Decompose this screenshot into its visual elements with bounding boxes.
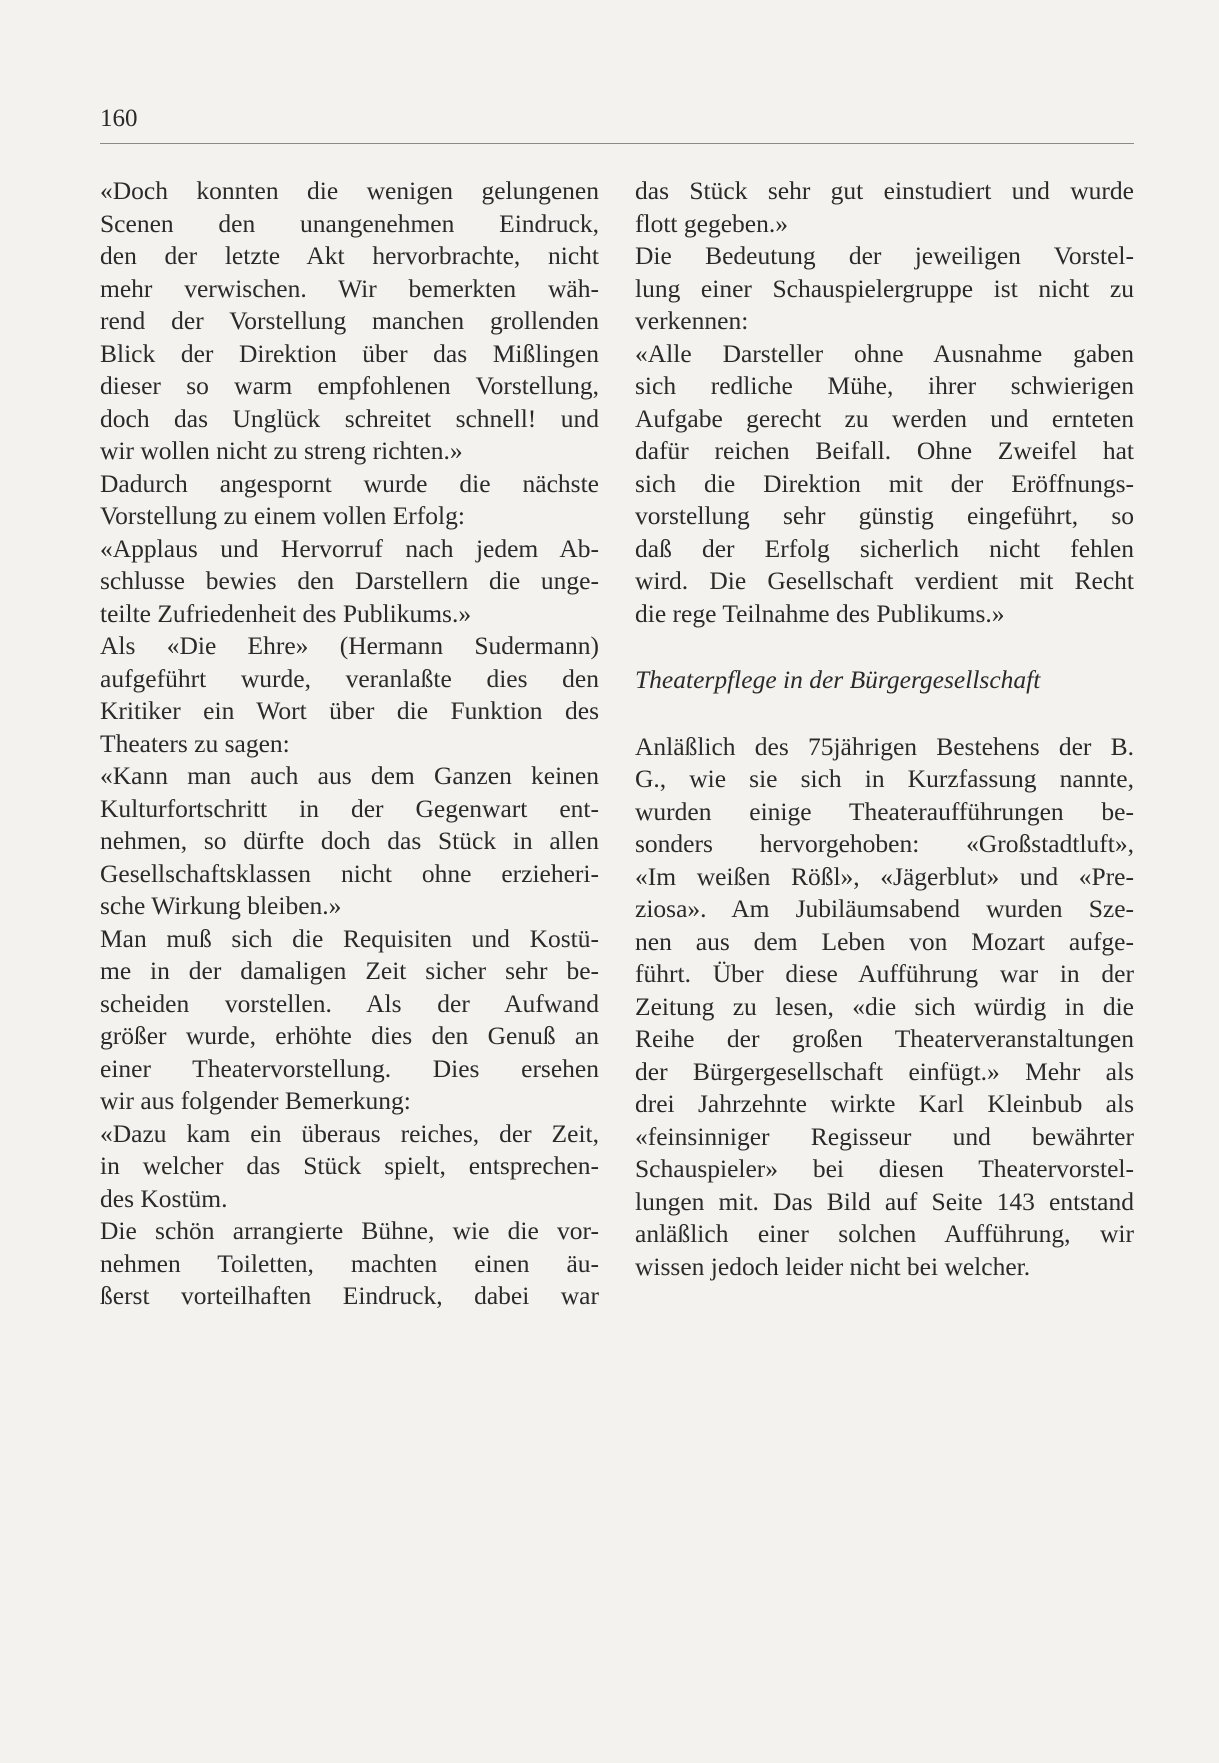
text-line: einer Theatervorstellung. Dies ersehen	[100, 1053, 599, 1083]
text-line: den der letzte Akt hervorbrachte, nicht	[100, 241, 599, 270]
text-line: sich redliche Mühe, ihrer schwierigen	[635, 371, 1134, 400]
text-line: Dadurch angespornt wurde die nächste	[100, 468, 599, 498]
text-line: dafür reichen Beifall. Ohne Zweifel hat	[635, 436, 1134, 465]
text-line: Als «Die Ehre» (Hermann Sudermann)	[100, 631, 599, 660]
text-line: Aufgabe gerecht zu werden und ernteten	[635, 403, 1134, 433]
text-line: Kritiker ein Wort über die Funktion des	[100, 696, 599, 725]
text-line: Schauspieler» bei diesen Theatervorstel-	[635, 1154, 1134, 1183]
text-line: Vorstellung zu einem vollen Erfolg:	[100, 501, 465, 530]
text-line: «Im weißen Rößl», «Jägerblut» und «Pre-	[635, 861, 1134, 891]
text-line: sche Wirkung bleiben.»	[100, 891, 342, 920]
text-line: des Kostüm.	[100, 1183, 228, 1213]
text-line: «Alle Darsteller ohne Ausnahme gaben	[635, 338, 1134, 368]
text-line: Man muß sich die Requisiten und Kostü-	[100, 923, 599, 953]
text-line: Kulturfortschritt in der Gegenwart ent-	[100, 793, 599, 823]
text-line: lung einer Schauspielergruppe ist nicht zu	[635, 273, 1134, 303]
text-line: Reihe der großen Theaterveranstaltungen	[635, 1024, 1134, 1053]
text-line: Die schön arrangierte Bühne, wie die vor-	[100, 1216, 599, 1245]
text-line: verkennen:	[635, 306, 749, 335]
text-line: me in der damaligen Zeit sicher sehr be-	[100, 956, 599, 985]
text-line: daß der Erfolg sicherlich nicht fehlen	[635, 533, 1134, 563]
text-line: nehmen, so dürfte doch das Stück in allen	[100, 826, 599, 855]
text-line: «Kann man auch aus dem Ganzen keinen	[100, 761, 599, 790]
text-line: Die Bedeutung der jeweiligen Vorstel-	[635, 241, 1134, 270]
text-line: nehmen Toiletten, machten einen äu-	[100, 1248, 599, 1278]
right-column-top-text	[635, 175, 1134, 630]
text-line: wir wollen nicht zu streng richten.»	[100, 436, 463, 465]
text-line: wissen jedoch leider nicht bei welcher.	[635, 1251, 1031, 1281]
text-line: nen aus dem Leben von Mozart aufge-	[635, 926, 1134, 956]
text-line: «feinsinniger Regisseur und bewährter	[635, 1121, 1134, 1151]
text-line: flott gegeben.»	[635, 208, 788, 238]
text-line: dieser so warm empfohlenen Vorstellung,	[100, 371, 599, 400]
text-line: Theaters zu sagen:	[100, 728, 290, 758]
text-line: die rege Teilnahme des Publikums.»	[635, 598, 1005, 628]
text-line: anläßlich einer solchen Aufführung, wir	[635, 1219, 1134, 1248]
text-line: wir aus folgender Bemerkung:	[100, 1086, 411, 1115]
text-line: Zeitung zu lesen, «die sich würdig in die	[635, 991, 1134, 1021]
text-line: vorstellung sehr günstig eingeführt, so	[635, 501, 1134, 530]
text-line: rend der Vorstellung manchen grollenden	[100, 306, 599, 335]
text-line: Gesellschaftsklassen nicht ohne erzieheri-	[100, 858, 599, 888]
text-line: sonders hervorgehoben: «Großstadtluft»,	[635, 829, 1134, 858]
text-line: «Dazu kam ein überaus reiches, der Zeit,	[100, 1118, 599, 1148]
page-number: 160	[100, 105, 138, 132]
section-heading: Theaterpflege in der Bürgergesellschaft	[635, 665, 1041, 694]
header-rule	[100, 143, 1134, 144]
text-line: «Doch konnten die wenigen gelungenen	[100, 176, 599, 205]
text-line: größer wurde, erhöhte dies den Genuß an	[100, 1021, 599, 1050]
text-line: ßerst vorteilhaften Eindruck, dabei war	[100, 1281, 599, 1310]
text-line: schlusse bewies den Darstellern die unge-	[100, 566, 599, 595]
text-line: wurden einige Theateraufführungen be-	[635, 796, 1134, 826]
text-line: Blick der Direktion über das Mißlingen	[100, 338, 599, 368]
text-line: wird. Die Gesellschaft verdient mit Recht	[635, 566, 1134, 595]
text-line: Anläßlich des 75jährigen Bestehens der B.	[635, 731, 1134, 761]
text-line: scheiden vorstellen. Als der Aufwand	[100, 988, 599, 1018]
text-line: drei Jahrzehnte wirkte Karl Kleinbub als	[635, 1089, 1134, 1118]
text-line: der Bürgergesellschaft einfügt.» Mehr als	[635, 1056, 1134, 1086]
text-line: das Stück sehr gut einstudiert und wurde	[635, 176, 1134, 205]
text-line: G., wie sie sich in Kurzfassung nannte,	[635, 764, 1134, 793]
text-line: lungen mit. Das Bild auf Seite 143 entstand	[635, 1186, 1134, 1216]
text-line: «Applaus und Hervorruf nach jedem Ab-	[100, 533, 599, 563]
text-line: doch das Unglück schreitet schnell! und	[100, 403, 599, 433]
text-line: in welcher das Stück spielt, entsprechen-	[100, 1151, 599, 1180]
text-line: mehr verwischen. Wir bemerkten wäh-	[100, 273, 599, 303]
left-column	[100, 175, 599, 1313]
text-line: ziosa». Am Jubiläumsabend wurden Sze-	[635, 894, 1134, 923]
text-line: führt. Über diese Aufführung war in der	[635, 959, 1134, 988]
right-column-bottom-text	[635, 731, 1134, 1284]
text-line: sich die Direktion mit der Eröffnungs-	[635, 468, 1134, 498]
text-line: Scenen den unangenehmen Eindruck,	[100, 208, 599, 238]
text-line: aufgeführt wurde, veranlaßte dies den	[100, 663, 599, 693]
text-line: teilte Zufriedenheit des Publikums.»	[100, 598, 472, 628]
right-column	[635, 175, 1134, 1283]
